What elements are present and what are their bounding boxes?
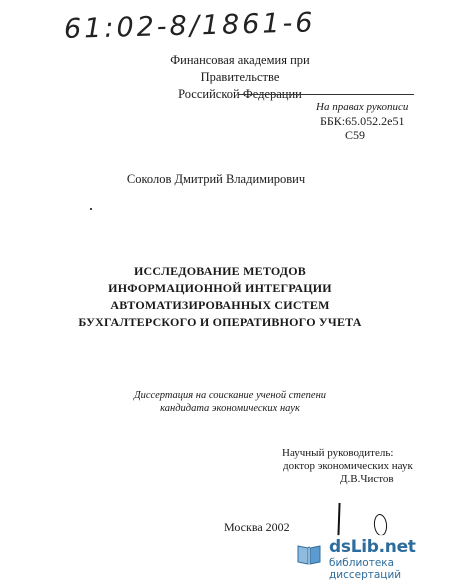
author-name: Соколов Дмитрий Владимирович	[126, 172, 306, 186]
organization-name	[130, 52, 350, 103]
handwritten-registration-number: 61:02-8/1861-6	[63, 7, 316, 45]
handwritten-stroke	[337, 503, 340, 536]
city-year: Москва 2002	[224, 520, 290, 534]
supervisor-name: Д.В.Чистов	[340, 473, 394, 485]
supervisor-label: Научный руководитель:	[282, 447, 394, 459]
dissertation-title	[60, 263, 380, 331]
manuscript-note: На правах рукописи	[316, 101, 409, 113]
handwritten-stroke	[373, 513, 388, 536]
degree-statement	[130, 389, 330, 415]
watermark-brand[interactable]: dsLib.net	[329, 537, 416, 557]
book-icon	[296, 542, 322, 566]
title-line: БУХГАЛТЕРСКОГО И ОПЕРАТИВНОГО УЧЕТА	[78, 315, 362, 329]
supervisor-degree: доктор экономических наук	[283, 460, 413, 472]
title-line: ИНФОРМАЦИОННОЙ ИНТЕГРАЦИИ	[108, 281, 332, 295]
bbk-code: ББК:65.052.2е51	[320, 114, 405, 128]
author-sign-code: С59	[345, 128, 366, 142]
divider-line	[238, 94, 414, 95]
organization-line: Финансовая академия при Правительстве	[170, 53, 310, 84]
watermark-tagline: библиотека диссертаций	[329, 557, 402, 581]
title-line: ИССЛЕДОВАНИЕ МЕТОДОВ	[134, 264, 306, 278]
degree-line: Диссертация на соискание ученой степени	[133, 390, 327, 401]
scan-speck	[90, 208, 92, 210]
degree-line: кандидата экономических наук	[160, 403, 300, 414]
organization-line: Российской Федерации	[178, 87, 302, 101]
title-line: АВТОМАТИЗИРОВАННЫХ СИСТЕМ	[110, 298, 330, 312]
